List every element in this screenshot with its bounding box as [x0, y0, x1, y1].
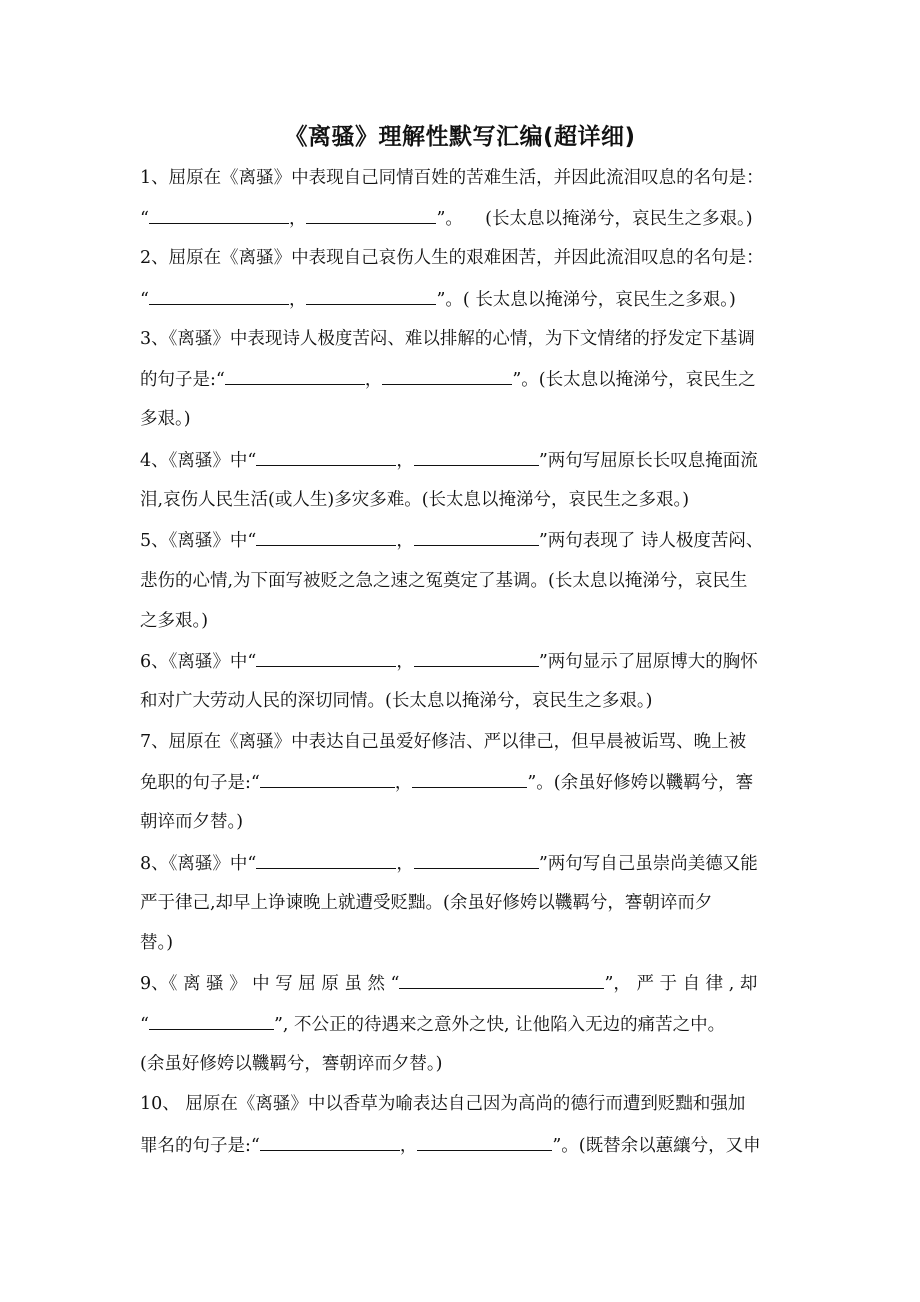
question-8-text: 8、《离骚》中“ ， ”两句写自己虽崇尚美德又能	[140, 851, 820, 876]
answer-blank[interactable]	[260, 1133, 400, 1151]
answer-blank[interactable]	[225, 367, 365, 385]
question-7-answer-line: 免职的句子是:“ ， ”。(余虽好修姱以鞿羁兮，謇	[140, 770, 820, 795]
question-6-text: 6、《离骚》中“ ， ”两句显示了屈原博大的胸怀	[140, 649, 820, 674]
question-7-answer-continued: 朝谇而夕替。)	[140, 812, 244, 832]
answer-blank[interactable]	[414, 528, 539, 546]
question-10-answer-line: 罪名的句子是:“ ， ”。(既替余以蕙纕兮，又申	[140, 1133, 820, 1158]
question-6-text-continued: 和对广大劳动人民的深切同情。(长太息以掩涕兮，哀民生之多艰。)	[140, 691, 653, 711]
question-3-answer-continued: 多艰。)	[140, 409, 191, 429]
question-10-reference-answer: (既替余以蕙纕兮，又申	[578, 1136, 761, 1156]
question-3-text: 3、《离骚》中表现诗人极度苦闷、难以排解的心情，为下文情绪的抒发定下基调	[140, 329, 755, 349]
question-1-reference-answer: (长太息以掩涕兮，哀民生之多艰。)	[485, 209, 753, 229]
question-7-reference-answer: (余虽好修姱以鞿羁兮，謇	[553, 773, 754, 793]
question-3-reference-answer: (长太息以掩涕兮，哀民生之	[538, 370, 756, 390]
question-9-reference-answer: (余虽好修姱以鞿羁兮，謇朝谇而夕替。)	[140, 1054, 443, 1074]
answer-blank[interactable]	[256, 851, 396, 869]
answer-blank[interactable]	[256, 448, 396, 466]
answer-blank[interactable]	[414, 851, 539, 869]
question-10-text: 10、 屈原在《离骚》中以香草为喻表达自己因为高尚的德行而遭到贬黜和强加	[140, 1094, 746, 1114]
answer-blank[interactable]	[149, 287, 289, 305]
answer-blank[interactable]	[414, 649, 539, 667]
answer-blank[interactable]	[306, 206, 436, 224]
question-3-answer-line: 的句子是:“ ， ”。(长太息以掩涕兮，哀民生之	[140, 367, 820, 392]
question-5-text: 5、《离骚》中“ ， ”两句表现了 诗人极度苦闷、	[140, 528, 820, 553]
answer-blank[interactable]	[412, 770, 527, 788]
answer-blank[interactable]	[260, 770, 395, 788]
answer-blank[interactable]	[149, 206, 289, 224]
question-4-text-continued: 泪,哀伤人民生活(或人生)多灾多难。(长太息以掩涕兮，哀民生之多艰。)	[140, 490, 690, 510]
question-2-reference-answer: 长太息以掩涕兮，哀民生之多艰。)	[475, 290, 736, 310]
answer-blank[interactable]	[149, 1012, 274, 1030]
answer-blank[interactable]	[417, 1133, 552, 1151]
question-1-answer-line: “ ， ”。 (长太息以掩涕兮，哀民生之多艰。)	[140, 206, 820, 231]
question-4-text: 4、《离骚》中“ ， ”两句写屈原长长叹息掩面流	[140, 448, 820, 473]
question-8-text-end: 替。)	[140, 933, 174, 953]
question-5-text-continued: 悲伤的心情,为下面写被贬之急之速之冤奠定了基调。(长太息以掩涕兮，哀民生	[140, 571, 748, 591]
question-8-text-continued: 严于律己,却早上诤谏晚上就遭受贬黜。(余虽好修姱以鞿羁兮，謇朝谇而夕	[140, 893, 713, 913]
page-title: 《离骚》理解性默写汇编(超详细)	[284, 124, 636, 150]
question-2-text: 2、屈原在《离骚》中表现自己哀伤人生的艰难困苦，并因此流泪叹息的名句是：	[140, 248, 764, 268]
question-2-answer-line: “ ， ”。( 长太息以掩涕兮，哀民生之多艰。)	[140, 287, 820, 312]
answer-blank[interactable]	[256, 528, 396, 546]
question-7-text: 7、屈原在《离骚》中表达自己虽爱好修洁、严以律己，但早晨被诟骂、晚上被	[140, 732, 747, 752]
answer-blank[interactable]	[382, 367, 512, 385]
question-5-text-end: 之多艰。)	[140, 611, 209, 631]
question-9-text-continued: “ ”, 不公正的待遇来之意外之快, 让他陷入无边的痛苦之中。	[140, 1012, 820, 1037]
answer-blank[interactable]	[256, 649, 396, 667]
question-9-text: 9、《 离 骚 》 中 写 屈 原 虽 然 “ ”， 严 于 自 律 , 却	[140, 971, 820, 996]
answer-blank[interactable]	[399, 971, 604, 989]
answer-blank[interactable]	[414, 448, 539, 466]
question-1-text: 1、屈原在《离骚》中表现自己同情百姓的苦难生活，并因此流泪叹息的名句是：	[140, 168, 764, 188]
answer-blank[interactable]	[306, 287, 436, 305]
